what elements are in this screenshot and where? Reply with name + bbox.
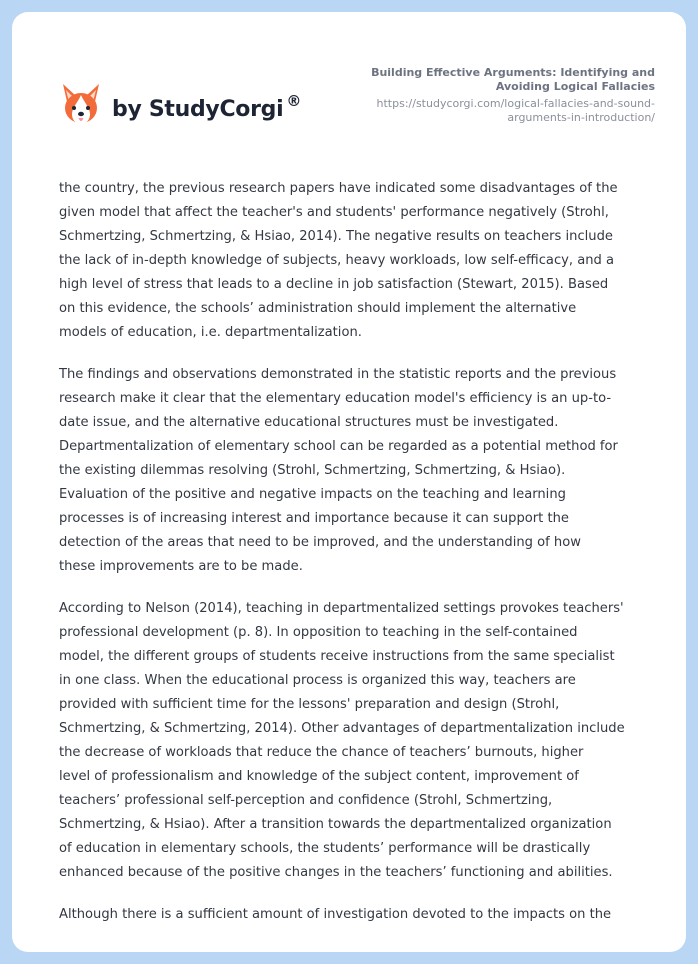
text-line: teachers’ professional self-perception and confidence (Strohl, Schmertzing, [59,793,553,808]
text-line: research make it clear that the elementary education model's efficiency is an up-to- [59,391,612,406]
document-meta [335,66,655,125]
document-page [12,12,686,952]
text-line: model, the different groups of students receive instructions from the same specialist [59,649,615,664]
text-line: given model that affect the teacher's and students' performance negatively (Strohl, [59,205,609,220]
text-line: Schmertzing, & Schmertzing, 2014). Other advantages of departmentalization include [59,721,625,736]
text-line: provided with sufficient time for the lessons' preparation and design (Strohl, [59,697,560,712]
text-line: detection of the areas that need to be improved, and the understanding of how [59,535,581,550]
text-line: Schmertzing, Schmertzing, & Hsiao, 2014). The negative results on teachers include [59,229,613,244]
text-line: level of professionalism and knowledge of the subject content, improvement of [59,769,579,784]
paragraph-3 [59,597,659,885]
document-body [59,177,659,945]
text-line: processes is of increasing interest and importance because it can support the [59,511,569,526]
text-line: of education in elementary schools, the students’ performance will be drastically [59,841,591,856]
registered-mark: ® [286,91,302,110]
text-line: Schmertzing, & Hsiao). After a transition towards the departmentalized organization [59,817,612,832]
studycorgi-logo[interactable] [60,75,301,135]
text-line: professional development (p. 8). In opposition to teaching in the self-contained [59,625,578,640]
paragraph-2 [59,363,659,579]
text-line: According to Nelson (2014), teaching in departmentalized settings provokes teachers' [59,601,624,616]
text-line: the country, the previous research papers have indicated some disadvantages of the [59,181,618,196]
text-line: Departmentalization of elementary school can be regarded as a potential method for [59,439,618,454]
text-line: on this evidence, the schools’ administration should implement the alternative [59,301,577,316]
document-title: Building Effective Arguments: Identifying and Avoiding Logical Fallacies [371,66,655,93]
paragraph-4 [59,903,659,927]
text-line: date issue, and the alternative educational structures must be investigated. [59,415,559,430]
corgi-icon [60,82,102,128]
text-line: these improvements are to be made. [59,559,303,574]
text-line: high level of stress that leads to a decline in job satisfaction (Stewart, 2015). Based [59,277,609,292]
paragraph-1 [59,177,659,345]
text-line: Although there is a sufficient amount of investigation devoted to the impacts on the [59,907,612,922]
text-line: enhanced because of the positive changes in the teachers’ functioning and abilities. [59,865,613,880]
text-line: in one class. When the educational process is organized this way, teachers are [59,673,576,688]
text-line: the lack of in-depth knowledge of subjects, heavy workloads, low self-efficacy, and a [59,253,615,268]
text-line: The findings and observations demonstrated in the statistic reports and the previous [59,367,617,382]
text-line: models of education, i.e. departmentalization. [59,325,362,340]
text-line: the existing dilemmas resolving (Strohl, Schmertzing, Schmertzing, & Hsiao). [59,463,566,478]
text-line: the decrease of workloads that reduce the chance of teachers’ burnouts, higher [59,745,584,760]
document-url[interactable]: https://studycorgi.com/logical-fallacies-and-sound-arguments-in-introduction/ [376,97,655,124]
logo-text: by StudyCorgi ® [112,91,302,122]
text-line: Evaluation of the positive and negative impacts on the teaching and learning [59,487,566,502]
